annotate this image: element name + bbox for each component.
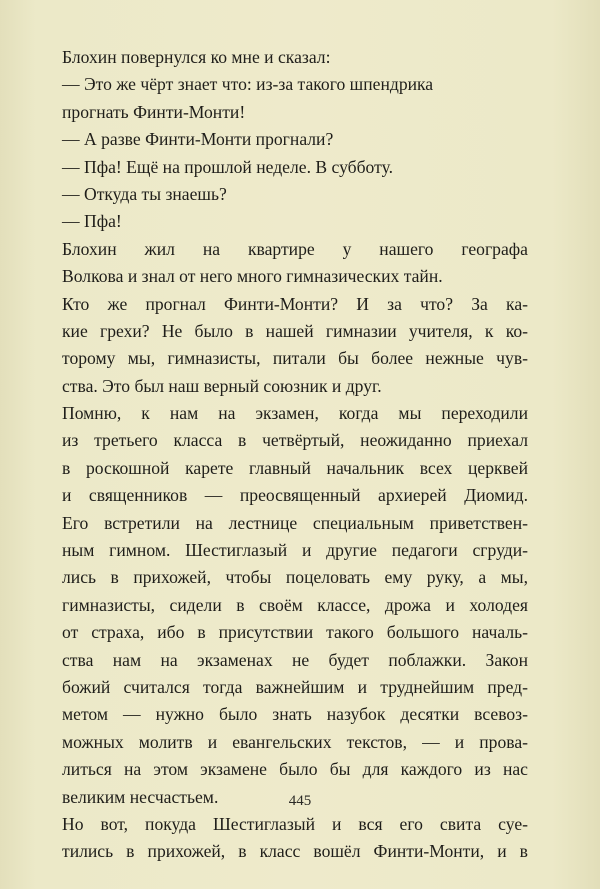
text-line: кие грехи? Не было в нашей гимназии учителя, к ко- xyxy=(62,320,528,341)
text-line: прогнать Финти-Монти! xyxy=(62,101,246,122)
text-line: — А разве Финти-Монти прогнали? xyxy=(62,129,334,150)
text-line: Блохин жил на квартире у нашего географа xyxy=(62,238,528,259)
text-line: гимназисты, сидели в своём классе, дрожа и холодея xyxy=(62,594,528,615)
text-line: Блохин повернулся ко мне и сказал: xyxy=(62,47,331,67)
body-text xyxy=(62,44,528,866)
page-number: 445 xyxy=(288,793,312,809)
text-line: Волкова и знал от него много гимназических тайн. xyxy=(62,266,443,287)
text-line: литься на этом экзамене было бы для каждого из нас xyxy=(62,759,528,780)
text-line: — Пфа! Ещё на прошлой неделе. В субботу. xyxy=(62,156,394,177)
text-line: Его встретили на лестнице специальным приветствен- xyxy=(62,512,528,533)
text-line: божий считался тогда важнейшим и труднейшим пред- xyxy=(62,676,528,697)
text-line: можных молитв и евангельских текстов, — и прова- xyxy=(62,731,528,752)
text-line: ным гимном. Шестиглазый и другие педагоги сгруди- xyxy=(62,540,528,561)
text-line: от страха, ибо в присутствии такого большого началь- xyxy=(62,622,528,643)
text-line: в роскошной карете главный начальник всех церквей xyxy=(62,457,528,478)
text-line: торому мы, гимназисты, питали бы более нежные чув- xyxy=(62,348,528,369)
text-line: ства. Это был наш верный союзник и друг. xyxy=(62,375,382,396)
text-line: из третьего класса в четвёртый, неожиданно приехал xyxy=(62,430,528,451)
text-line: Кто же прогнал Финти-Монти? И за что? За ка- xyxy=(62,293,528,314)
text-line: ства нам на экзаменах не будет поблажки. Закон xyxy=(62,649,528,670)
text-line: Но вот, покуда Шестиглазый и вся его свита суе- xyxy=(62,813,528,834)
text-line: метом — нужно было знать назубок десятки всевоз- xyxy=(62,704,528,725)
text-line: и священников — преосвященный архиерей Диомид. xyxy=(62,485,528,506)
text-line: лись в прихожей, чтобы поцеловать ему руку, а мы, xyxy=(62,567,528,588)
text-line: — Пфа! xyxy=(62,211,122,232)
text-line: Помню, к нам на экзамен, когда мы переходили xyxy=(62,403,528,424)
text-line: тились в прихожей, в класс вошёл Финти-Монти, и в xyxy=(62,841,528,862)
text-line: — Откуда ты знаешь? xyxy=(62,183,227,204)
text-line: — Это же чёрт знает что: из-за такого шпендрика xyxy=(62,74,434,95)
text-line: великим несчастьем. xyxy=(62,786,219,807)
